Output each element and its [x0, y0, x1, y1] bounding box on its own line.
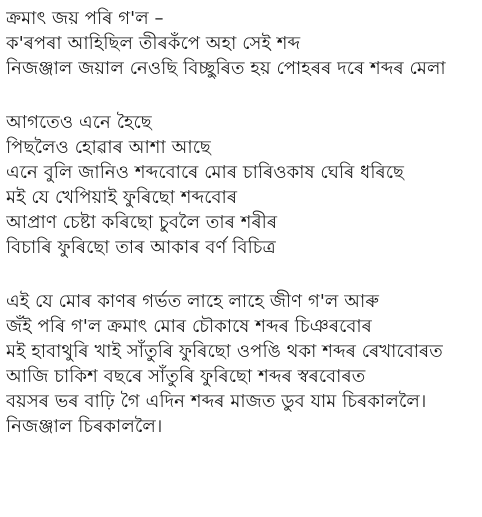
poem	[6, 6, 476, 439]
poem-line: এনে বুলি জানিও শব্দবোৰে মোৰ চাৰিওকাষ ঘেৰি ধৰিছে	[6, 162, 404, 183]
poem-line: ক্ৰমাৎ জয় পৰি গ'ল –	[6, 8, 164, 29]
poem-line: আজি চাকিশ বছৰে সাঁতুৰি ফুৰিছো শব্দৰ স্বৰবোৰত	[6, 366, 366, 387]
poem-line: বিচাৰি ফুৰিছো তাৰ আকাৰ বৰ্ণ বিচিত্ৰ	[6, 237, 276, 258]
poem-line: জঁই পৰি গ'ল ক্ৰমাৎ মোৰ চৌকাষে শব্দৰ চিঞৰবোৰ	[6, 316, 372, 337]
poem-line: পিছলৈও হোৱাৰ আশা আছে	[6, 137, 211, 158]
poem-line: মই যে খেপিয়াই ফুৰিছো শব্দবোৰ	[6, 187, 238, 208]
poem-line: নিজঞ্জাল চিৰকাললৈ।	[6, 416, 163, 437]
stanza-3	[6, 289, 476, 439]
poem-line: ক'ৰপৰা আহিছিল তীৰকঁপে অহা সেই শব্দ	[6, 33, 301, 54]
poem-line: এই যে মোৰ কাণৰ গৰ্ভত লাহে লাহে জীণ গ'ল আৰু	[6, 291, 380, 312]
poem-line: নিজঞ্জাল জয়াল নেওছি বিচ্ছুৰিত হয় পোহৰৰ দৰে শব্দৰ মেলা	[6, 58, 446, 79]
stanza-2	[6, 110, 476, 260]
stanza-1	[6, 6, 476, 81]
poem-line: মই হাবাথুৰি খাই সাঁতুৰি ফুৰিছো ওপঙি থকা শব্দৰ ৰেখাবোৰত	[6, 341, 443, 362]
poem-line: আপ্ৰাণ চেষ্টা কৰিছো চুবলৈ তাৰ শৰীৰ	[6, 212, 278, 233]
poem-line: আগতেও এনে হৈছে	[6, 112, 152, 133]
poem-line: বয়সৰ ভৰ বাঢ়ি গৈ এদিন শব্দৰ মাজত ডুব যাম চিৰকাললৈ।	[6, 391, 427, 412]
